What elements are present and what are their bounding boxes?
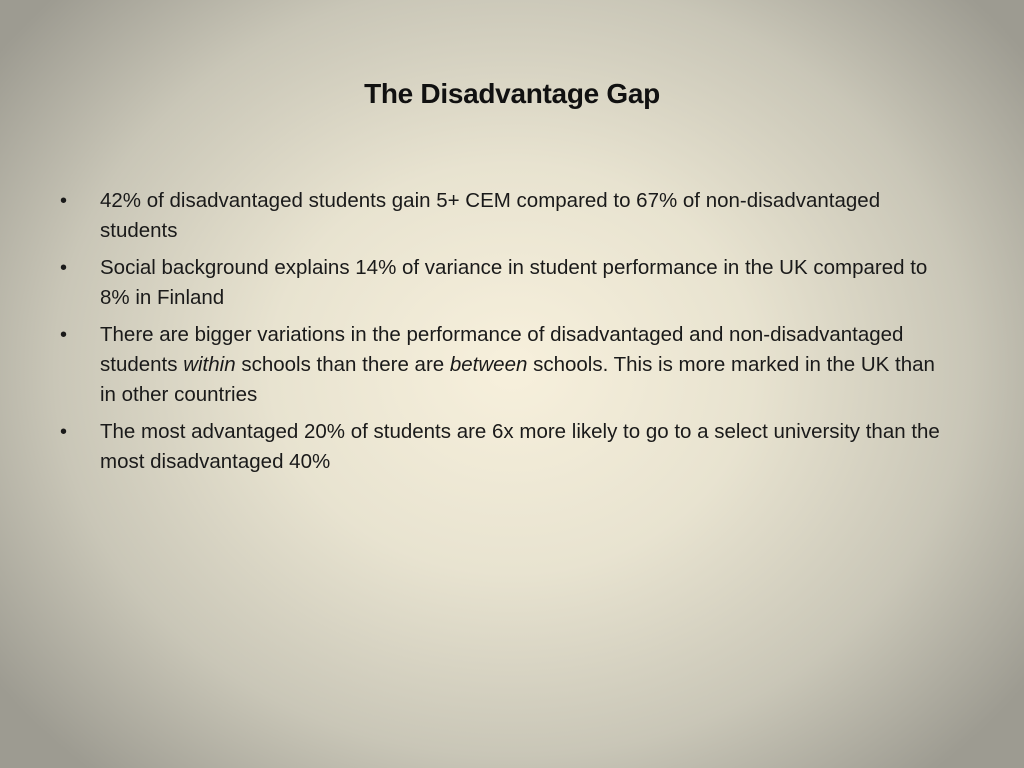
bullet-text: Social background explains 14% of variance in student performance in the UK compared to 8% in Finland bbox=[100, 256, 928, 309]
bullet-item bbox=[60, 320, 940, 410]
bullet-text: The most advantaged 20% of students are 6x more likely to go to a select university than the most disadvantaged 40% bbox=[100, 420, 940, 473]
bullet-text-part: There are bigger variations in the performance of disadvantaged and non-disadvantaged students bbox=[100, 323, 904, 376]
bullet-marker: • bbox=[60, 324, 68, 346]
bullet-text-part: schools. This is more marked in the UK than in other countries bbox=[100, 353, 935, 406]
bullet-item bbox=[60, 417, 940, 477]
bullet-marker: • bbox=[60, 190, 68, 212]
bullet-marker: • bbox=[60, 421, 68, 443]
bullet-marker: • bbox=[60, 257, 68, 279]
bullet-item bbox=[60, 253, 940, 313]
emphasis-between: between bbox=[449, 353, 528, 376]
bullet-text: 42% of disadvantaged students gain 5+ CEM compared to 67% of non-disadvantaged students bbox=[100, 189, 881, 242]
bullet-item bbox=[60, 186, 940, 246]
emphasis-within: within bbox=[183, 353, 236, 376]
slide-title: The Disadvantage Gap bbox=[364, 78, 660, 109]
bullet-text-part: schools than there are bbox=[235, 353, 450, 376]
bullet-list bbox=[60, 186, 940, 484]
